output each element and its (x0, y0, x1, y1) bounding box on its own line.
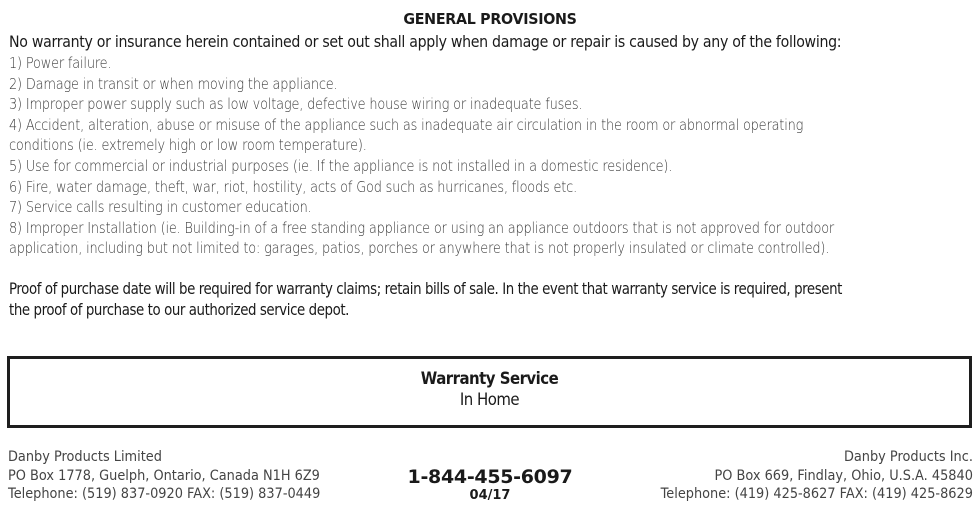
warranty-service-type: In Home (459, 390, 520, 410)
canada-contact (8, 448, 320, 504)
proof-line: Proof of purchase date will be required for warranty claims; retain bills of sale. In the event that warranty service is required, present (9, 279, 842, 298)
exclusions-list (9, 53, 955, 259)
warranty-service-box (7, 356, 972, 428)
exclusion-item: 3) Improper power supply such as low voltage, defective house wiring or inadequate fuses. (9, 95, 583, 114)
revision-date: 04/17 (469, 488, 511, 503)
exclusion-item-continued: application, including but not limited to: garages, patios, porches or anywhere that is not properly insulated or climate controlled). (9, 239, 830, 258)
usa-phones: Telephone: (419) 425-8627 FAX: (419) 425-8629 (660, 486, 973, 502)
usa-company: Danby Products Inc. (844, 449, 973, 465)
intro-paragraph: No warranty or insurance herein contained or set out shall apply when damage or repair is caused by any of the following: (9, 32, 842, 51)
exclusion-item: 8) Improper Installation (ie. Building-in of a free standing appliance or using an appliance outdoors that is not approved for outdoor (9, 218, 835, 237)
exclusion-item: 1) Power failure. (9, 54, 112, 72)
proof-line: the proof of purchase to our authorized service depot. (9, 300, 349, 319)
exclusion-item-continued: conditions (ie. extremely high or low room temperature). (9, 136, 367, 155)
exclusion-item: 5) Use for commercial or industrial purposes (ie. If the appliance is not installed in a domestic residence). (9, 156, 673, 175)
toll-free-phone: 1-844-455-6097 (407, 466, 573, 488)
exclusion-item: 4) Accident, alteration, abuse or misuse of the appliance such as inadequate air circulation in the room or abnormal operating (9, 115, 804, 134)
exclusion-item: 6) Fire, water damage, theft, war, riot, hostility, acts of God such as hurricanes, floods etc. (9, 177, 578, 196)
section-heading: GENERAL PROVISIONS (403, 10, 577, 28)
canada-company: Danby Products Limited (8, 449, 162, 465)
warranty-service-title: Warranty Service (420, 369, 559, 389)
proof-of-purchase-paragraph (9, 278, 969, 320)
exclusion-item: 2) Damage in transit or when moving the appliance. (9, 74, 338, 93)
central-contact (380, 466, 600, 504)
canada-phones: Telephone: (519) 837-0920 FAX: (519) 837-0449 (8, 486, 321, 502)
usa-contact (661, 448, 973, 504)
canada-address: PO Box 1778, Guelph, Ontario, Canada N1H 6Z9 (8, 467, 320, 484)
exclusion-item: 7) Service calls resulting in customer education. (9, 198, 312, 217)
usa-address: PO Box 669, Findlay, Ohio, U.S.A. 45840 (714, 467, 973, 484)
